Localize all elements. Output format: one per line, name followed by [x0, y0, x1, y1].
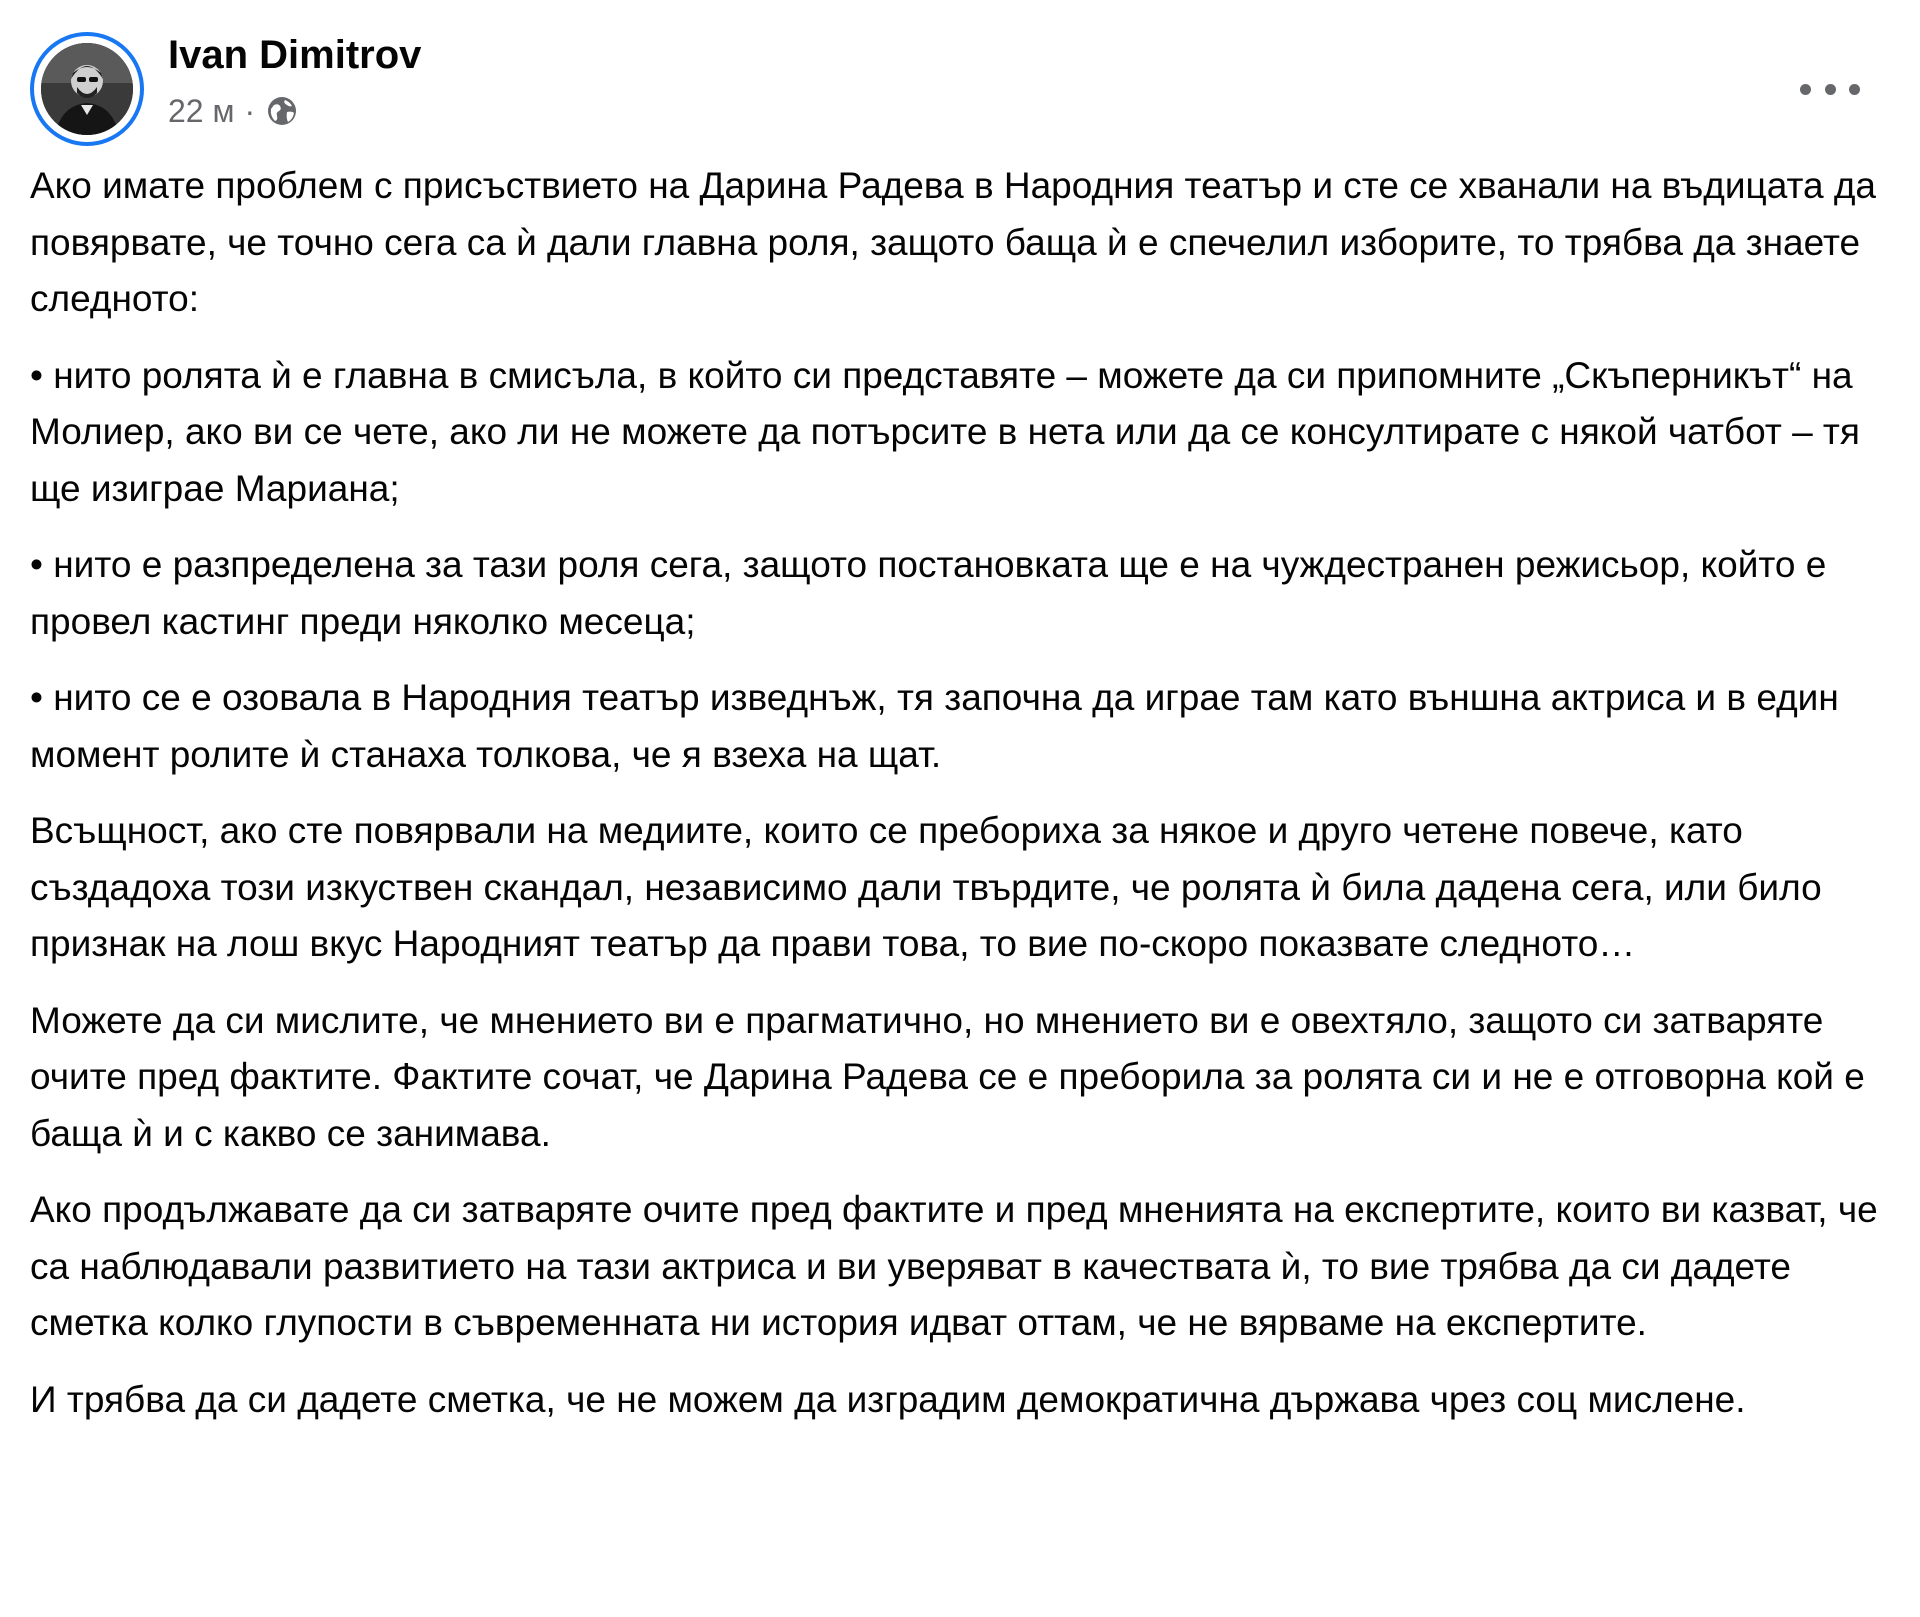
post-header [30, 30, 1890, 140]
more-options-icon[interactable] [1800, 74, 1860, 104]
paragraph: • нито ролята ѝ е главна в смисъла, в който си представяте – можете да си припомните „Скъперникът“ на Молиер, ако ви се чете, ако ли не можете да потърсите в нета или да се консултирате с някой чатбот – тя ще изиграе Мариана; [30, 354, 1860, 509]
post-meta [168, 88, 299, 134]
dot [1800, 84, 1811, 95]
paragraph: Ако продължавате да си затваряте очите пред фактите и пред мненията на експертите, които ви казват, че са наблюдавали развитието на тази актриса и ви уверяват в качествата ѝ, то вие трябва да си дадете сметка колко глупости в съвременната ни история идват оттам, че не вярваме на експертите. [30, 1189, 1878, 1343]
post-body [30, 158, 1910, 1448]
paragraph: Ако имате проблем с присъствието на Дарина Радева в Народния театър и сте се хванали на въдицата да повярвате, че точно сега са ѝ дали главна роля, защото баща ѝ е спечелил изборите, то трябва да знаете следното: [30, 165, 1877, 319]
meta-separator: · [244, 92, 256, 129]
paragraph: Можете да си мислите, че мнението ви е прагматично, но мнението ви е овехтяло, защото си затваряте очите пред фактите. Фактите сочат, че Дарина Радева се е преборила за ролята си и не е отговорна кой е баща ѝ и с какво се занимава. [30, 999, 1865, 1154]
paragraph: Всъщност, ако сте повярвали на медиите, които се преборихa за някое и друго четене повече, като създадоха този изкуствен скандал, независимо дали твърдите, че ролята ѝ била дадена сега, или било признак на лош вкус Народният театър да прави това, то вие по-скоро показвате следното… [30, 810, 1822, 964]
author-name[interactable]: Ivan Dimitrov [168, 33, 422, 77]
paragraph: • нито е разпределена за тази роля сега, защото постановката ще е на чуждестранен режисьор, който е провел кастинг преди няколко месеца; [30, 544, 1827, 642]
post-time[interactable]: 22 м [168, 92, 235, 129]
dot [1849, 84, 1860, 95]
globe-icon[interactable] [265, 94, 299, 128]
person-silhouette-icon [41, 43, 133, 135]
paragraph: • нито се е озовала в Народния театър изведнъж, тя започна да играе там като външна актриса и в един момент ролите ѝ станаха толкова, че я взеха на щат. [30, 677, 1839, 775]
avatar[interactable] [30, 32, 144, 146]
paragraph: И трябва да си дадете сметка, че не можем да изградим демократична държава чрез соц мислене. [30, 1378, 1746, 1420]
avatar-image [41, 43, 133, 135]
dot [1825, 84, 1836, 95]
